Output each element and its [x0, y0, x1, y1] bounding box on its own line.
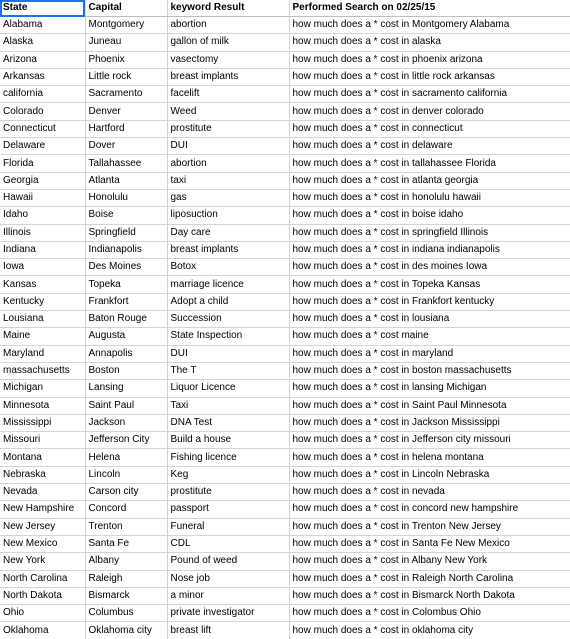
cell-capital[interactable]: Juneau — [85, 34, 167, 51]
cell-state[interactable]: Iowa — [0, 259, 85, 276]
column-header-state[interactable]: State — [0, 0, 85, 17]
table-row — [0, 293, 570, 310]
table-row — [0, 259, 570, 276]
cell-capital[interactable]: Helena — [85, 449, 167, 466]
table-row — [0, 51, 570, 68]
cell-state[interactable]: Arkansas — [0, 68, 85, 85]
cell-state[interactable]: Montana — [0, 449, 85, 466]
cell-keyword-result[interactable]: Succession — [167, 311, 289, 328]
table-row — [0, 17, 570, 34]
cell-state[interactable]: Alabama — [0, 17, 85, 34]
cell-performed-search[interactable]: how much does a * cost in sacramento california — [289, 86, 570, 103]
cell-keyword-result[interactable]: private investigator — [167, 605, 289, 622]
cell-state[interactable]: Indiana — [0, 241, 85, 258]
cell-keyword-result[interactable]: State Inspection — [167, 328, 289, 345]
cell-capital[interactable]: Bismarck — [85, 587, 167, 604]
cell-performed-search[interactable]: how much does a * cost in helena montana — [289, 449, 570, 466]
cell-capital[interactable]: Lansing — [85, 380, 167, 397]
cell-state[interactable]: Delaware — [0, 138, 85, 155]
cell-keyword-result[interactable]: Taxi — [167, 397, 289, 414]
table-row — [0, 34, 570, 51]
table-row — [0, 207, 570, 224]
cell-capital[interactable]: Tallahassee — [85, 155, 167, 172]
cell-performed-search[interactable]: how much does a * cost in alaska — [289, 34, 570, 51]
cell-capital[interactable]: Raleigh — [85, 570, 167, 587]
table-row — [0, 466, 570, 483]
table-row — [0, 189, 570, 206]
cell-performed-search[interactable]: how much does a * cost in boston massachusetts — [289, 362, 570, 379]
cell-performed-search[interactable]: how much does a * cost in connecticut — [289, 120, 570, 137]
cell-state[interactable]: North Carolina — [0, 570, 85, 587]
cell-capital[interactable]: Montgomery — [85, 17, 167, 34]
cell-keyword-result[interactable]: a minor — [167, 587, 289, 604]
cell-performed-search[interactable]: how much does a * cost in oklahoma city — [289, 622, 570, 639]
cell-keyword-result[interactable]: Pound of weed — [167, 553, 289, 570]
cell-keyword-result[interactable]: Liquor Licence — [167, 380, 289, 397]
cell-performed-search[interactable]: how much does a * cost in Albany New York — [289, 553, 570, 570]
cell-capital[interactable]: Boston — [85, 362, 167, 379]
cell-performed-search[interactable]: how much does a * cost in Frankfort kentucky — [289, 293, 570, 310]
cell-capital[interactable]: Phoenix — [85, 51, 167, 68]
cell-capital[interactable]: Boise — [85, 207, 167, 224]
cell-performed-search[interactable]: how much does a * cost in Jefferson city missouri — [289, 432, 570, 449]
cell-keyword-result[interactable]: Keg — [167, 466, 289, 483]
cell-capital[interactable]: Jefferson City — [85, 432, 167, 449]
cell-state[interactable]: Idaho — [0, 207, 85, 224]
cell-performed-search[interactable]: how much does a * cost in phoenix arizona — [289, 51, 570, 68]
table-row — [0, 86, 570, 103]
cell-performed-search[interactable]: how much does a * cost in Topeka Kansas — [289, 276, 570, 293]
cell-keyword-result[interactable]: taxi — [167, 172, 289, 189]
cell-keyword-result[interactable]: Funeral — [167, 518, 289, 535]
cell-capital[interactable]: Jackson — [85, 414, 167, 431]
table-row — [0, 605, 570, 622]
cell-capital[interactable]: Saint Paul — [85, 397, 167, 414]
cell-performed-search[interactable]: how much does a * cost in boise idaho — [289, 207, 570, 224]
cell-keyword-result[interactable]: DUI — [167, 138, 289, 155]
cell-keyword-result[interactable]: breast lift — [167, 622, 289, 639]
cell-keyword-result[interactable]: prostitute — [167, 120, 289, 137]
cell-state[interactable]: Mississippi — [0, 414, 85, 431]
cell-capital[interactable]: Dover — [85, 138, 167, 155]
cell-performed-search[interactable]: how much does a * cost in Bismarck North Dakota — [289, 587, 570, 604]
cell-capital[interactable]: Springfield — [85, 224, 167, 241]
header-row — [0, 0, 570, 17]
cell-state[interactable]: Missouri — [0, 432, 85, 449]
cell-capital[interactable]: Lincoln — [85, 466, 167, 483]
cell-performed-search[interactable]: how much does a * cost in honolulu hawaii — [289, 189, 570, 206]
table-row — [0, 328, 570, 345]
cell-keyword-result[interactable]: facelift — [167, 86, 289, 103]
cell-keyword-result[interactable]: Nose job — [167, 570, 289, 587]
cell-state[interactable]: New York — [0, 553, 85, 570]
cell-state[interactable]: Georgia — [0, 172, 85, 189]
cell-keyword-result[interactable]: Build a house — [167, 432, 289, 449]
cell-state[interactable]: Florida — [0, 155, 85, 172]
cell-state[interactable]: Connecticut — [0, 120, 85, 137]
cell-state[interactable]: New Hampshire — [0, 501, 85, 518]
cell-performed-search[interactable]: how much does a * cost in tallahassee Florida — [289, 155, 570, 172]
table-row — [0, 484, 570, 501]
cell-keyword-result[interactable]: Adopt a child — [167, 293, 289, 310]
cell-performed-search[interactable]: how much does a * cost in Montgomery Alabama — [289, 17, 570, 34]
cell-performed-search[interactable]: how much does a * cost maine — [289, 328, 570, 345]
table-row — [0, 570, 570, 587]
cell-performed-search[interactable]: how much does a * cost in Trenton New Jersey — [289, 518, 570, 535]
table-row — [0, 103, 570, 120]
table-row — [0, 380, 570, 397]
cell-performed-search[interactable]: how much does a * cost in delaware — [289, 138, 570, 155]
cell-keyword-result[interactable]: gallon of milk — [167, 34, 289, 51]
table-row — [0, 622, 570, 639]
cell-keyword-result[interactable]: CDL — [167, 535, 289, 552]
table-row — [0, 518, 570, 535]
table-row — [0, 397, 570, 414]
cell-state[interactable]: Ohio — [0, 605, 85, 622]
cell-keyword-result[interactable]: abortion — [167, 17, 289, 34]
table-row — [0, 587, 570, 604]
cell-state[interactable]: Kansas — [0, 276, 85, 293]
table-row — [0, 345, 570, 362]
cell-performed-search[interactable]: how much does a * cost in indiana indianapolis — [289, 241, 570, 258]
cell-keyword-result[interactable]: marriage licence — [167, 276, 289, 293]
cell-keyword-result[interactable]: passport — [167, 501, 289, 518]
cell-keyword-result[interactable]: liposuction — [167, 207, 289, 224]
cell-capital[interactable]: Trenton — [85, 518, 167, 535]
cell-state[interactable]: Nevada — [0, 484, 85, 501]
cell-performed-search[interactable]: how much does a * cost in atlanta georgia — [289, 172, 570, 189]
column-header-capital[interactable]: Capital — [85, 0, 167, 17]
cell-state[interactable]: Arizona — [0, 51, 85, 68]
table-row — [0, 138, 570, 155]
cell-keyword-result[interactable]: prostitute — [167, 484, 289, 501]
cell-keyword-result[interactable]: The T — [167, 362, 289, 379]
cell-performed-search[interactable]: how much does a * cost in Colombus Ohio — [289, 605, 570, 622]
cell-performed-search[interactable]: how much does a * cost in Raleigh North Carolina — [289, 570, 570, 587]
cell-state[interactable]: Maryland — [0, 345, 85, 362]
cell-capital[interactable]: Augusta — [85, 328, 167, 345]
cell-state[interactable]: Hawaii — [0, 189, 85, 206]
cell-capital[interactable]: Oklahoma city — [85, 622, 167, 639]
cell-state[interactable]: Minnesota — [0, 397, 85, 414]
cell-state[interactable]: Nebraska — [0, 466, 85, 483]
cell-capital[interactable]: Denver — [85, 103, 167, 120]
cell-state[interactable]: Illinois — [0, 224, 85, 241]
cell-performed-search[interactable]: how much does a * cost in little rock arkansas — [289, 68, 570, 85]
cell-performed-search[interactable]: how much does a * cost in maryland — [289, 345, 570, 362]
cell-keyword-result[interactable]: Weed — [167, 103, 289, 120]
cell-state[interactable]: massachusetts — [0, 362, 85, 379]
cell-keyword-result[interactable]: DUI — [167, 345, 289, 362]
cell-state[interactable]: Alaska — [0, 34, 85, 51]
table-row — [0, 224, 570, 241]
cell-state[interactable]: New Mexico — [0, 535, 85, 552]
cell-performed-search[interactable]: how much does a * cost in Lincoln Nebraska — [289, 466, 570, 483]
cell-keyword-result[interactable]: Botox — [167, 259, 289, 276]
cell-performed-search[interactable]: how much does a * cost in concord new hampshire — [289, 501, 570, 518]
table-row — [0, 449, 570, 466]
cell-capital[interactable]: Hartford — [85, 120, 167, 137]
cell-capital[interactable]: Concord — [85, 501, 167, 518]
cell-keyword-result[interactable]: gas — [167, 189, 289, 206]
cell-keyword-result[interactable]: DNA Test — [167, 414, 289, 431]
cell-capital[interactable]: Annapolis — [85, 345, 167, 362]
cell-capital[interactable]: Baton Rouge — [85, 311, 167, 328]
table-row — [0, 311, 570, 328]
cell-state[interactable]: california — [0, 86, 85, 103]
cell-capital[interactable]: Albany — [85, 553, 167, 570]
column-header-performed-search[interactable]: Performed Search on 02/25/15 — [289, 0, 570, 17]
cell-keyword-result[interactable]: vasectomy — [167, 51, 289, 68]
table-row — [0, 362, 570, 379]
cell-performed-search[interactable]: how much does a * cost in Jackson Mississippi — [289, 414, 570, 431]
table-row — [0, 276, 570, 293]
cell-capital[interactable]: Topeka — [85, 276, 167, 293]
cell-state[interactable]: Michigan — [0, 380, 85, 397]
cell-capital[interactable]: Des Moines — [85, 259, 167, 276]
cell-performed-search[interactable]: how much does a * cost in springfield Illinois — [289, 224, 570, 241]
cell-keyword-result[interactable]: abortion — [167, 155, 289, 172]
table-row — [0, 432, 570, 449]
cell-performed-search[interactable]: how much does a * cost in Saint Paul Minnesota — [289, 397, 570, 414]
cell-performed-search[interactable]: how much does a * cost in nevada — [289, 484, 570, 501]
cell-keyword-result[interactable]: breast implants — [167, 241, 289, 258]
cell-keyword-result[interactable]: breast implants — [167, 68, 289, 85]
cell-state[interactable]: Colorado — [0, 103, 85, 120]
table-row — [0, 155, 570, 172]
cell-state[interactable]: New Jersey — [0, 518, 85, 535]
cell-keyword-result[interactable]: Fishing licence — [167, 449, 289, 466]
cell-capital[interactable]: Carson city — [85, 484, 167, 501]
table-row — [0, 553, 570, 570]
table-row — [0, 172, 570, 189]
cell-capital[interactable]: Indianapolis — [85, 241, 167, 258]
cell-capital[interactable]: Little rock — [85, 68, 167, 85]
table-row — [0, 68, 570, 85]
table-row — [0, 414, 570, 431]
table-row — [0, 120, 570, 137]
cell-performed-search[interactable]: how much does a * cost in lansing Michigan — [289, 380, 570, 397]
cell-state[interactable]: Maine — [0, 328, 85, 345]
cell-performed-search[interactable]: how much does a * cost in Santa Fe New Mexico — [289, 535, 570, 552]
column-header-keyword-result[interactable]: keyword Result — [167, 0, 289, 17]
cell-capital[interactable]: Atlanta — [85, 172, 167, 189]
cell-capital[interactable]: Sacramento — [85, 86, 167, 103]
cell-state[interactable]: Lousiana — [0, 311, 85, 328]
cell-capital[interactable]: Columbus — [85, 605, 167, 622]
grid-body — [0, 17, 570, 639]
cell-performed-search[interactable]: how much does a * cost in des moines Iowa — [289, 259, 570, 276]
cell-performed-search[interactable]: how much does a * cost in denver colorado — [289, 103, 570, 120]
cell-capital[interactable]: Santa Fe — [85, 535, 167, 552]
cell-state[interactable]: North Dakota — [0, 587, 85, 604]
cell-state[interactable]: Kentucky — [0, 293, 85, 310]
cell-capital[interactable]: Frankfort — [85, 293, 167, 310]
table-row — [0, 535, 570, 552]
cell-performed-search[interactable]: how much does a * cost in lousiana — [289, 311, 570, 328]
table-row — [0, 501, 570, 518]
cell-capital[interactable]: Honolulu — [85, 189, 167, 206]
cell-keyword-result[interactable]: Day care — [167, 224, 289, 241]
cell-state[interactable]: Oklahoma — [0, 622, 85, 639]
table-row — [0, 241, 570, 258]
